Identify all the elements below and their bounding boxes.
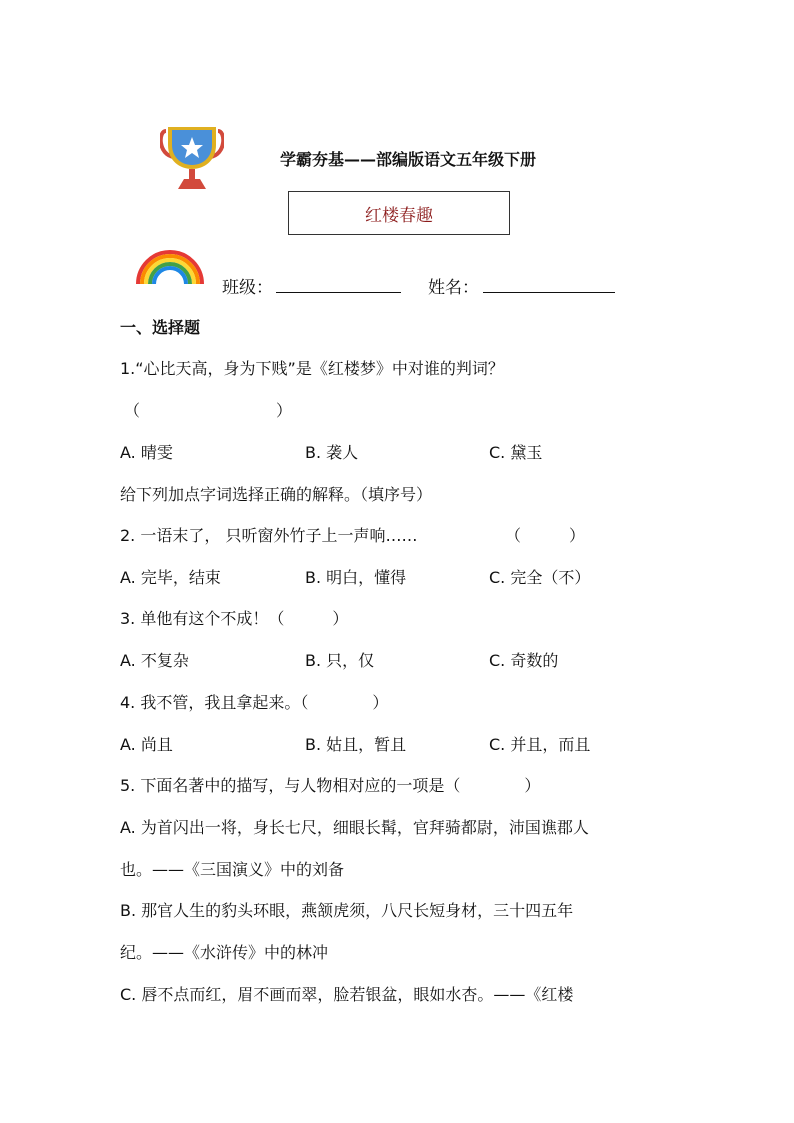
question-5-text: 5. 下面名著中的描写，与人物相对应的一项是（ ）: [120, 776, 541, 795]
lesson-title-box: [288, 191, 510, 235]
question-2-paren: （ ）: [505, 526, 586, 545]
question-5-option-a-line2: 也。——《三国演义》中的刘备: [120, 860, 345, 879]
question-2-option-c: C. 完全（不）: [489, 568, 591, 587]
question-1-paren-close: ）: [276, 401, 293, 420]
class-field[interactable]: [276, 292, 401, 293]
question-4-option-c: C. 并且，而且: [489, 735, 591, 754]
question-1-option-b: B. 袭人: [305, 443, 359, 462]
rainbow-icon: [133, 246, 207, 286]
question-2-text: 2. 一语末了， 只听窗外竹子上一声响……: [120, 526, 418, 545]
name-label: 姓名：: [428, 278, 479, 298]
question-3-option-c: C. 奇数的: [489, 651, 559, 670]
question-5-option-b-line1: B. 那官人生的豹头环眼，燕颔虎须，八尺长短身材，三十四五年: [120, 901, 574, 920]
instruction-text: 给下列加点字词选择正确的解释。（填序号）: [120, 485, 433, 504]
question-4-option-a: A. 尚且: [120, 735, 173, 754]
question-2-option-b: B. 明白，懂得: [305, 568, 407, 587]
question-3-option-b: B. 只，仅: [305, 651, 375, 670]
question-3-option-a: A. 不复杂: [120, 651, 189, 670]
question-5-option-c-line1: C. 唇不点而红，眉不画而翠，脸若银盆，眼如水杏。——《红楼: [120, 985, 574, 1004]
question-5-option-b-line2: 纪。——《水浒传》中的林冲: [120, 943, 329, 962]
question-3-text: 3. 单他有这个不成！（ ）: [120, 609, 349, 628]
name-field[interactable]: [483, 292, 615, 293]
class-label: 班级：: [222, 278, 273, 298]
question-5-option-a-line1: A. 为首闪出一将，身长七尺，细眼长髯，官拜骑都尉，沛国谯郡人: [120, 818, 589, 837]
lesson-title: 红楼春趣: [365, 205, 433, 226]
question-1-paren-open: （: [124, 401, 141, 420]
section-heading: 一、选择题: [120, 318, 201, 337]
series-title: 学霸夯基——部编版语文五年级下册: [280, 150, 537, 169]
question-1-option-a: A. 晴雯: [120, 443, 173, 462]
trophy-icon: [160, 125, 224, 191]
question-2-option-a: A. 完毕，结束: [120, 568, 221, 587]
question-1-option-c: C. 黛玉: [489, 443, 543, 462]
question-4-text: 4. 我不管，我且拿起来。（ ）: [120, 693, 389, 712]
question-4-option-b: B. 姑且，暂且: [305, 735, 407, 754]
question-1-text: 1.“心比天高，身为下贱”是《红楼梦》中对谁的判词？: [120, 359, 504, 378]
